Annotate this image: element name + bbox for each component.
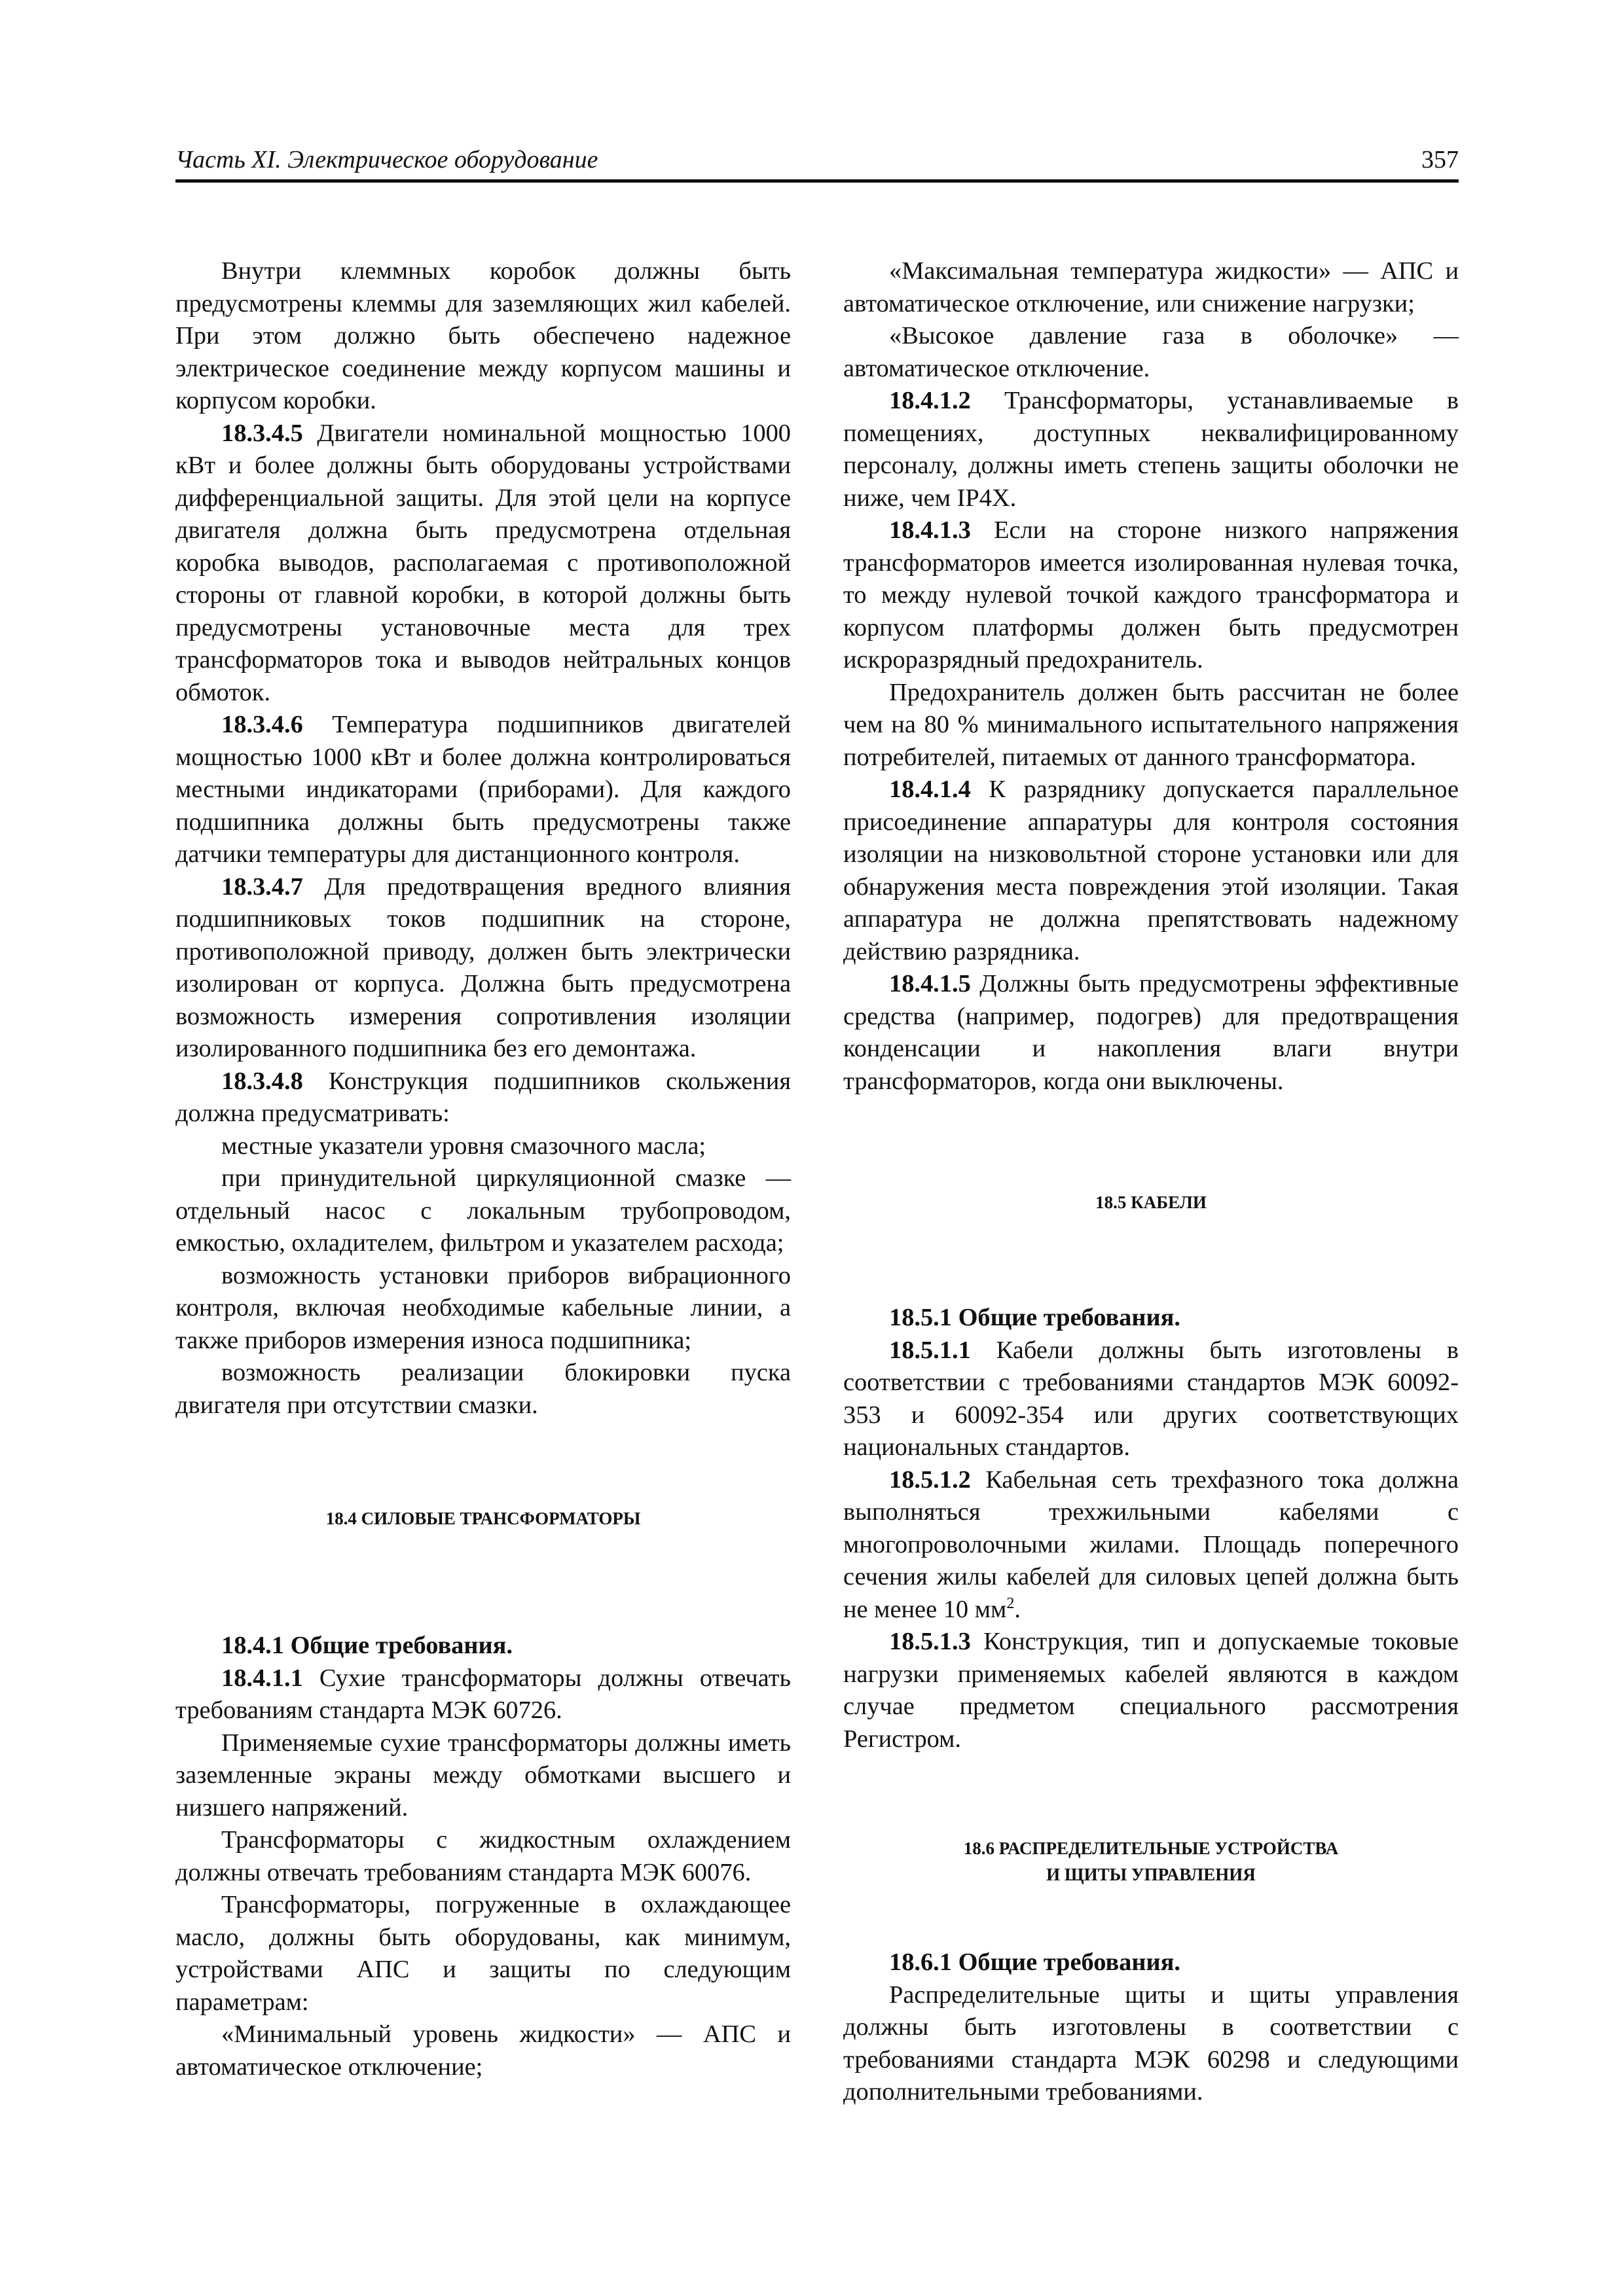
paragraph-text: Температура подшипников двигателей мощностью 1000 кВт и более должна контролироваться местными индикаторами (приборами). Для каждого подшипника должны быть предусмотрены также датчики температуры для дистанционного контроля. [175, 711, 791, 868]
paragraph [843, 1464, 1459, 1626]
clause-number: 18.4.1.4 [889, 776, 971, 803]
clause-number: 18.5.1.3 [889, 1628, 971, 1655]
list-item: местные указатели уровня смазочного масла; [221, 1132, 706, 1160]
paragraph-text: Двигатели номинальной мощностью 1000 кВт и более должны быть оборудованы устройствами дифференциальной защиты. Для этой цели на корпусе двигателя должна быть предусмотрена отдельная коробка выводов, располагаемая с противоположной стороны от главной коробки, в которой должны быть предусмотрены установочные места для трех трансформаторов тока и выводов нейтральных концов обмоток. [175, 419, 791, 706]
clause-number: 18.5.1.2 [889, 1465, 971, 1494]
page-header [175, 140, 1459, 183]
list-item: возможность установки приборов вибрационного контроля, включая необходимые кабельные линии, а также приборов измерения износа подшипника; [175, 1261, 791, 1354]
list-item: возможность реализации блокировки пуска двигателя при отсутствии смазки. [175, 1359, 791, 1419]
clause-number: 18.4.1.5 [889, 970, 971, 997]
section-heading-18-6-line-2: И ЩИТЫ УПРАВЛЕНИЯ [1046, 1865, 1256, 1884]
left-column [175, 255, 791, 2083]
clause-number: 18.3.4.5 [221, 419, 303, 447]
section-heading-18-6-line-1: 18.6 РАСПРЕДЕЛИТЕЛЬНЫЕ УСТРОЙСТВА [963, 1839, 1339, 1858]
paragraph [843, 968, 1459, 1098]
paragraph: Применяемые сухие трансформаторы должны иметь заземленные экраны между обмотками высшего и низшего напряжений. [175, 1729, 791, 1821]
paragraph-text-end: . [1014, 1595, 1021, 1623]
paragraph-text: Трансформаторы, устанавливаемые в помещениях, доступных неквалифицированному персоналу, должны иметь степень защиты оболочки не ниже, чем IP4X. [843, 387, 1459, 512]
paragraph [175, 418, 791, 709]
paragraph-text: Кабели должны быть изготовлены в соответствии с требованиями стандартов МЭК 60092-353 и 60092-354 или других соответствующих национальных стандартов. [843, 1336, 1459, 1461]
subsection-heading-18-4-1: 18.4.1 Общие требования. [221, 1632, 513, 1659]
paragraph-text: Если на стороне низкого напряжения трансформаторов имеется изолированная нулевая точка, то между нулевой точкой каждого трансформатора и корпусом платформы должен быть предусмотрен искроразрядный предохранитель. [843, 516, 1459, 673]
paragraph [843, 774, 1459, 968]
right-column [843, 255, 1459, 2109]
paragraph [175, 1066, 791, 1130]
superscript: 2 [1006, 1594, 1015, 1612]
list-item: при принудительной циркуляционной смазке — отдельный насос с локальным трубопроводом, емкостью, охладителем, фильтром и указателем расхода; [175, 1164, 791, 1257]
paragraph [843, 385, 1459, 514]
paragraph-text: Кабельная сеть трехфазного тока должна выполняться трехжильными кабелями с многопроволочными жилами. Площадь поперечного сечения жилы кабелей для силовых цепей должна быть не менее 10 мм [843, 1465, 1459, 1623]
paragraph: Распределительные щиты и щиты управления должны быть изготовлены в соответствии с требованиями стандарта МЭК 60298 и следующими дополнительными требованиями. [843, 1981, 1459, 2106]
section-heading-18-4: 18.4 СИЛОВЫЕ ТРАНСФОРМАТОРЫ [325, 1509, 641, 1528]
clause-number: 18.4.1.3 [889, 516, 971, 544]
paragraph [175, 871, 791, 1066]
paragraph-text: Конструкция подшипников скольжения должна предусматривать: [175, 1067, 791, 1127]
clause-number: 18.4.1.2 [889, 387, 971, 414]
clause-number: 18.3.4.6 [221, 711, 303, 738]
paragraph: Предохранитель должен быть рассчитан не более чем на 80 % минимального испытательного напряжения потребителей, питаемых от данного трансформатора. [843, 678, 1459, 771]
list-item: «Максимальная температура жидкости» — АПС и автоматическое отключение, или снижение нагрузки; [843, 257, 1459, 317]
paragraph: Внутри клеммных коробок должны быть предусмотрены клеммы для заземляющих жил кабелей. При этом должно быть обеспечено надежное электрическое соединение между корпусом машины и корпусом коробки. [175, 257, 791, 414]
list-item: «Высокое давление газа в оболочке» — автоматическое отключение. [843, 322, 1459, 382]
paragraph [843, 1626, 1459, 1755]
subsection-heading-18-5-1: 18.5.1 Общие требования. [889, 1304, 1180, 1331]
paragraph: Трансформаторы с жидкостным охлаждением должны отвечать требованиям стандарта МЭК 60076. [175, 1826, 791, 1886]
paragraph: Трансформаторы, погруженные в охлаждающее масло, должны быть оборудованы, как минимум, устройствами АПС и защиты по следующим параметрам: [175, 1891, 791, 2016]
subsection-heading-18-6-1: 18.6.1 Общие требования. [889, 1948, 1180, 1976]
clause-number: 18.3.4.7 [221, 872, 303, 901]
paragraph-text: К разряднику допускается параллельное присоединение аппаратуры для контроля состояния изоляции на низковольтной стороне установки или для обнаружения места повреждения этой изоляции. Такая аппаратура не должна препятствовать надежному действию разрядника. [843, 776, 1459, 965]
paragraph-text: Сухие трансформаторы должны отвечать требованиям стандарта МЭК 60726. [175, 1664, 791, 1724]
paragraph [843, 514, 1459, 677]
list-item: «Минимальный уровень жидкости» — АПС и автоматическое отключение; [175, 2020, 791, 2081]
paragraph [843, 1335, 1459, 1464]
clause-number: 18.4.1.1 [221, 1664, 303, 1692]
paragraph [175, 1662, 791, 1727]
paragraph-text: Для предотвращения вредного влияния подшипниковых токов подшипник на стороне, противоположной приводу, должен быть электрически изолирован от корпуса. Должна быть предусмотрена возможность измерения сопротивления изоляции изолированного подшипника без его демонтажа. [175, 872, 791, 1062]
running-header-title: Часть XI. Электрическое оборудование [175, 146, 598, 173]
paragraph-text: Должны быть предусмотрены эффективные средства (например, подогрев) для предотвращения конденсации и накопления влаги внутри трансформаторов, когда они выключены. [843, 970, 1459, 1095]
paragraph-text: Конструкция, тип и допускаемые токовые нагрузки применяемых кабелей являются в каждом случае предметом специального рассмотрения Регистром. [843, 1628, 1459, 1753]
clause-number: 18.5.1.1 [889, 1336, 971, 1364]
section-heading-18-5: 18.5 КАБЕЛИ [1095, 1193, 1207, 1212]
clause-number: 18.3.4.8 [221, 1067, 303, 1095]
paragraph [175, 709, 791, 871]
page-number: 357 [1421, 146, 1459, 173]
